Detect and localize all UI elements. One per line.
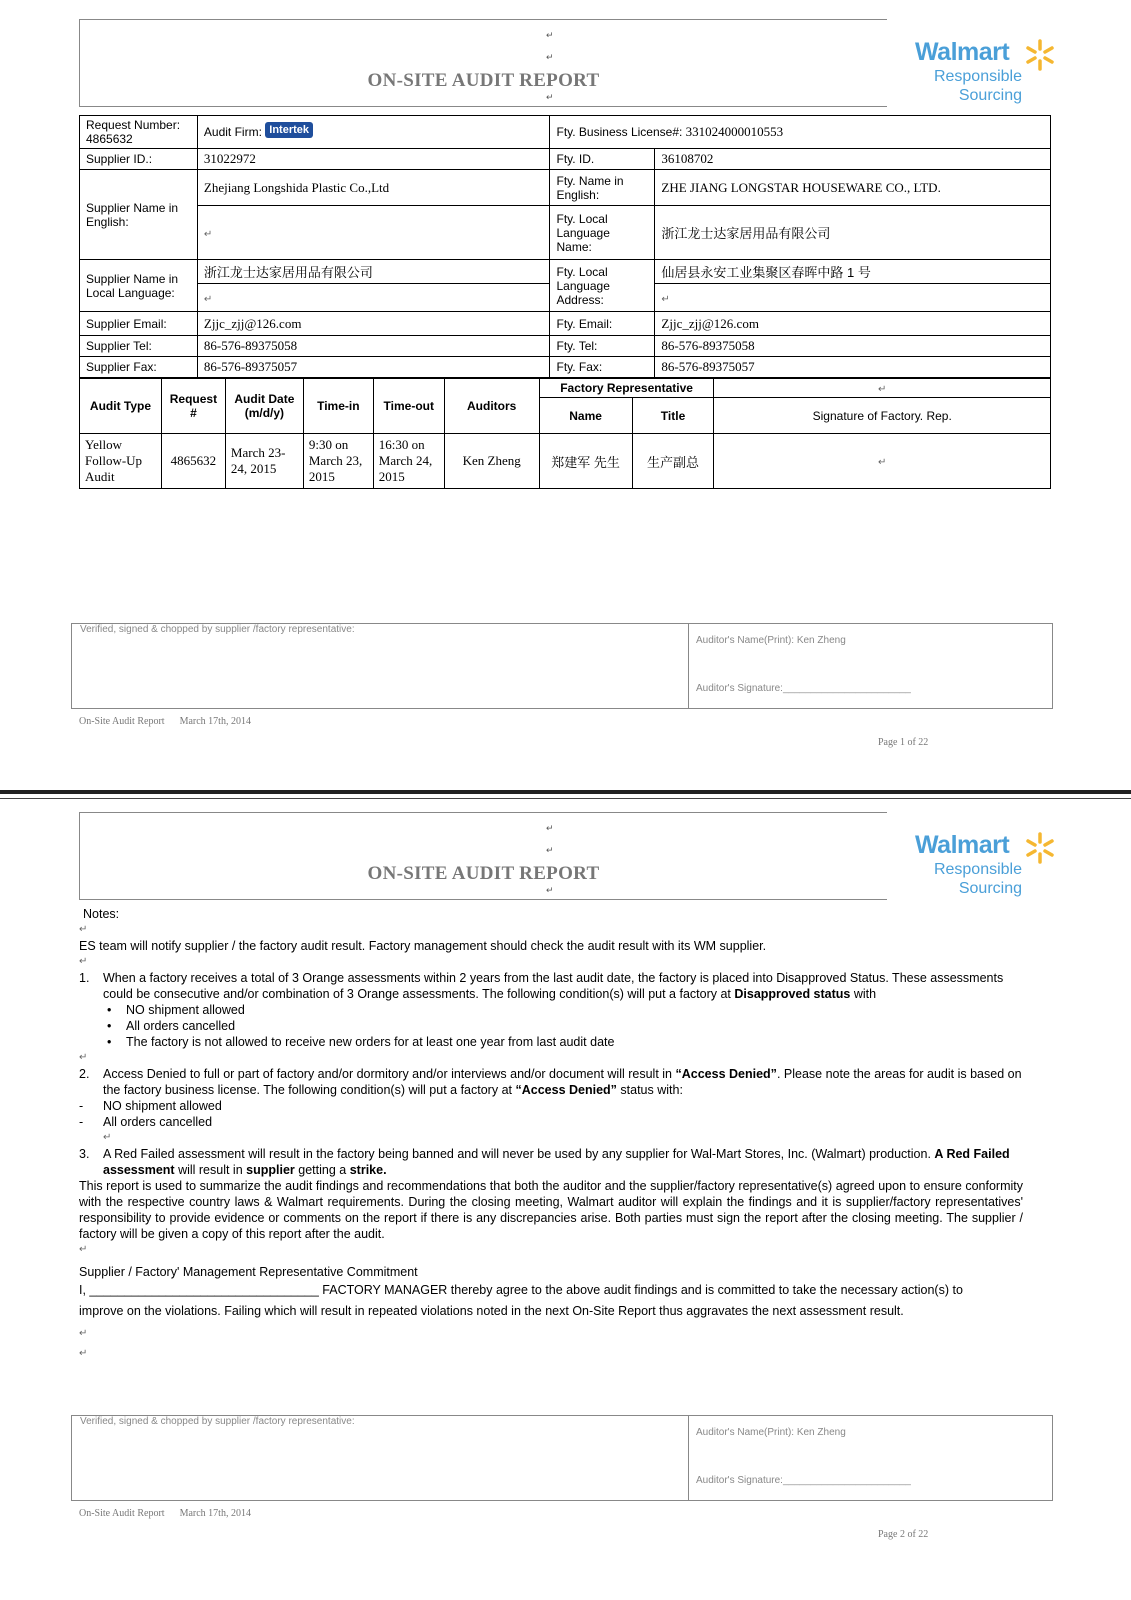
page-2 <box>0 802 1131 1600</box>
spark-icon <box>1023 831 1057 865</box>
supplier-info-table: Request Number: 4865632 Audit Firm: Intertek Fty. Business License#: 331024000010553 Supplier ID.: 31022972 Fty. ID. 36108702 Supplier Name in English: Zhejiang Longshida Plastic Co.,Ltd Fty. Name in English: ZHE JIANG LONGSTAR HOUSEWARE CO., LTD. ↵ Fty. Local Language Name: 浙江龙士达家居用品有限公司 Supplier Name in Local Language: 浙江龙士达家居用品有限公司 Fty. Local Language Address: 仙居县永安工业集聚区春晖中路 1 号 ↵ ↵ Supplier Email: Zjjc_zjj@126.com Fty. Email: Zjjc_zjj@126.com Supplier Tel: 86-576-89375058 Fty. Tel: 86-576-89375058 Supplier Fax: 86-576-89375057 Fty. Fax: 86-576-89375057 <box>79 115 1051 378</box>
page-number: Page 1 of 22 <box>878 737 929 748</box>
footer-doc: On-Site Audit Report March 17th, 2014 <box>79 716 251 727</box>
note-item-3: 3. A Red Failed assessment will result in the factory being banned and will never be used by any supplier for Wal-Mart Stores, Inc. (Walmart) production. A Red Failed assessment will result in supplier getting a strike. <box>79 1147 1010 1177</box>
report-title: ON-SITE AUDIT REPORT <box>367 70 600 91</box>
verification-box-2: Verified, signed & chopped by supplier /factory representative: Auditor's Name(Print): Ken Zheng Auditor's Signature:_______________________ <box>71 1415 1053 1501</box>
footer-doc-2: On-Site Audit Report March 17th, 2014 <box>79 1508 251 1519</box>
intertek-logo: Intertek <box>265 122 313 138</box>
walmart-logo: Walmart Responsible Sourcing <box>915 38 1065 105</box>
verification-box: Verified, signed & chopped by supplier /factory representative: Auditor's Name(Print): Ken Zheng Auditor's Signature:_______________________ <box>71 623 1053 709</box>
notes-section: Notes: ↵ ES team will notify supplier / the factory audit result. Factory management should check the audit result with its WM supplier. ↵ 1. When a factory receives a total of 3 Orange assessments within 2 years from the last audit date, the factory is placed into Disapproved Status. These assessments could be consecutive and/or combination of 3 Orange assessments. The following condition(s) will put a factory at Disapproved status with • NO shipment allowed • All orders cancelled • The factory is not allowed to receive new orders for at least one year from last audit date ↵ 2. Access Denied to full or part of factory and/or dormitory and/or interviews and/or document will result in “Access Denied”. Please note the areas for audit is based on the factory business license. The following condition(s) will put a factory at “Access Denied” status with: - NO shipment allowed - All orders cancelled ↵ 3. A Red Failed assessment will result in the factory being banned and will never be used by any supplier for Wal-Mart Stores, Inc. (Walmart) production. A Red Failed assessment will result in supplier getting a strike. This report is used to summarize the audit findings and recommendations that both the auditor and the supplier/factory representative(s) agreed upon to ensure conformity with the respective country laws & Walmart requirements. During the closing meeting, Walmart auditor will explain the findings and it is supplier/factory representatives' responsibility to provide evidence or comments on the report if there is any discrepancies arise. Both parties must sign the report after the closing meeting. The supplier / factory will be given a copy of this report after the audit. ↵ Supplier / Factory' Management Representative Commitment I, _________________________________ FACTORY MANAGER thereby agree to the above audit findings and is committed to take the necessary action(s) to improve on the violations. Failing which will result in repeated violations noted in the next On-Site Report thus aggravates the next assessment result. ↵ ↵ <box>79 906 1023 1362</box>
page-number-2: Page 2 of 22 <box>878 1529 929 1540</box>
page-1 <box>0 0 1131 790</box>
report-header: ↵ ↵ ON-SITE AUDIT REPORT ↵ <box>79 19 887 107</box>
note-item-1: 1. When a factory receives a total of 3 Orange assessments within 2 years from the last audit date, the factory is placed into Disapproved Status. These assessments could be consecutive and/or combination of 3 Orange assessments. The following condition(s) will put a factory at Disapproved status with <box>79 971 1004 1001</box>
report-header-2: ↵ ↵ ON-SITE AUDIT REPORT ↵ <box>79 812 887 900</box>
audit-details-table: Audit Type Request # Audit Date (m/d/y) Time-in Time-out Auditors Factory Representative ↵ Name Title Signature of Factory. Rep. Yellow Follow-Up Audit 4865632 March 23-24, 2015 9:30 on March 23, 2015 16:30 on March 24, 2015 Ken Zheng 郑建军 先生 生产副总 ↵ <box>79 378 1051 489</box>
page-separator <box>0 790 1131 802</box>
walmart-logo-2: Walmart Responsible Sourcing <box>915 831 1065 898</box>
report-title-2: ON-SITE AUDIT REPORT <box>367 863 600 884</box>
signature-box[interactable]: ↵ <box>714 434 1051 489</box>
note-item-2: 2. Access Denied to full or part of factory and/or dormitory and/or interviews and/or document will result in “Access Denied”. Please note the areas for audit is based on the factory business license. The following condition(s) will put a factory at “Access Denied” status with: <box>79 1067 1022 1097</box>
spark-icon <box>1023 38 1057 72</box>
